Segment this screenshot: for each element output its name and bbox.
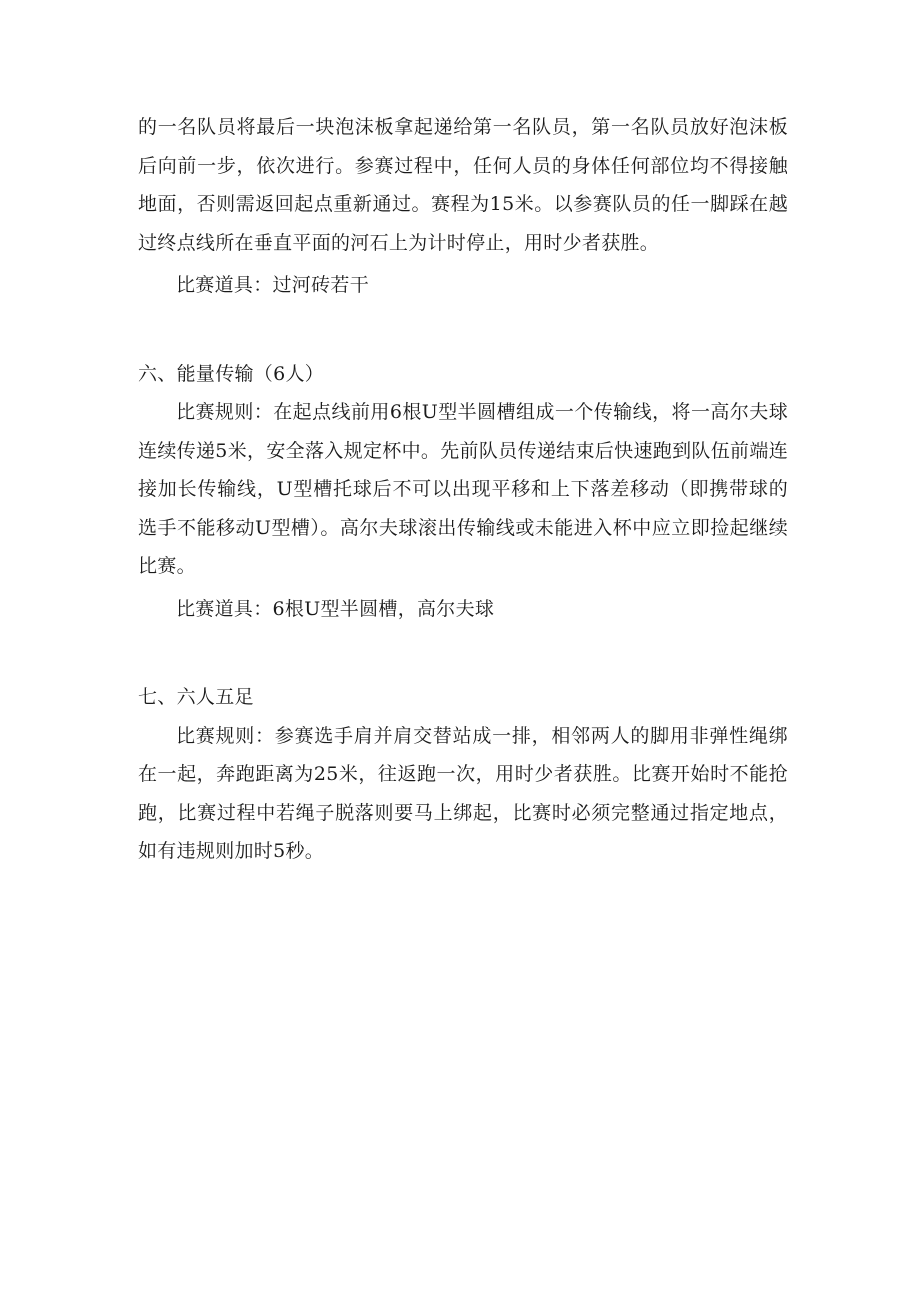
section7-rules: 比赛规则：参赛选手肩并肩交替站成一排，相邻两人的脚用非弹性绳绑在一起，奔跑距离为25米，往返跑一次，用时少者获胜。比赛开始时不能抢跑，比赛过程中若绳子脱落则要马上绑起，比赛时必须完整通过指定地点，如有违规则加时5秒。 [138,724,788,862]
document-body [138,108,788,871]
section5-rules-continued: 的一名队员将最后一块泡沫板拿起递给第一名队员，第一名队员放好泡沫板后向前一步，依次进行。参赛过程中，任何人员的身体任何部位均不得接触地面，否则需返回起点重新通过。赛程为15米。以参赛队员的任一脚踩在越过终点线所在垂直平面的河石上为计时停止，用时少者获胜。 [138,116,788,254]
section6-heading: 六、能量传输（6人） [138,362,325,385]
section6-props: 比赛道具：6根U型半圆槽，高尔夫球 [176,597,495,620]
section7-heading: 七、六人五足 [138,686,254,708]
section-spacer [138,305,788,355]
section6-rules: 比赛规则：在起点线前用6根U型半圆槽组成一个传输线，将一高尔夫球连续传递5米，安全落入规定杯中。先前队员传递结束后快速跑到队伍前端连接加长传输线，U型槽托球后不可以出现平移和上下落差移动（即携带球的选手不能移动U型槽）。高尔夫球滚出传输线或未能进入杯中应立即捡起继续比赛。 [138,401,788,577]
section5-props: 比赛道具：过河砖若干 [176,274,370,296]
section-spacer [138,628,788,678]
